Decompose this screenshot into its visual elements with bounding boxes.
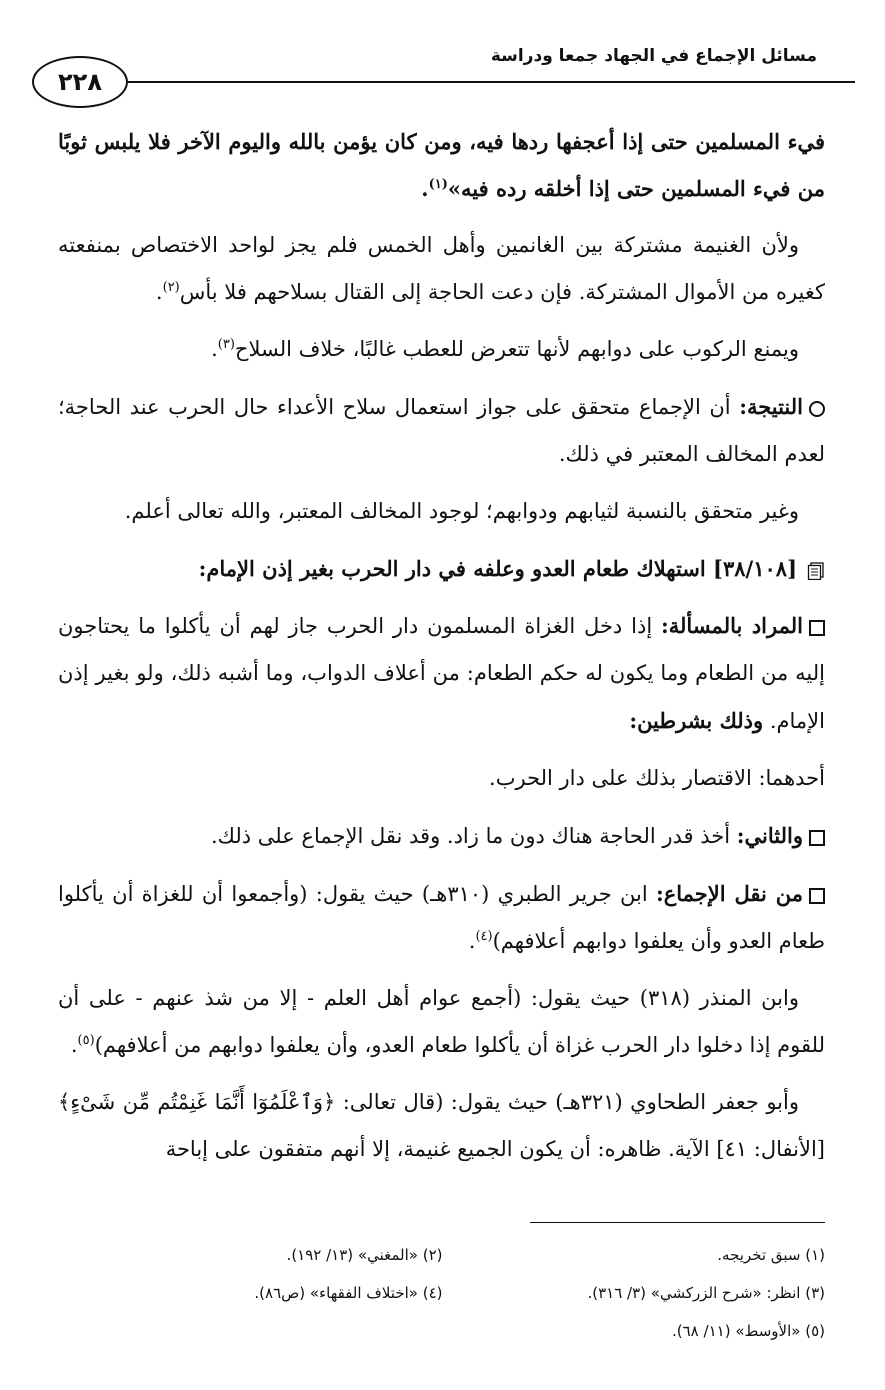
footnote: (٤) «اختلاف الفقهاء» (ص٨٦). bbox=[254, 1284, 443, 1302]
footnote: (٥) «الأوسط» (١١/ ٦٨). bbox=[672, 1322, 825, 1340]
square-bullet-icon bbox=[809, 830, 825, 846]
footnotes bbox=[60, 1236, 825, 1350]
header-rule bbox=[95, 81, 855, 83]
paragraph: وابن المنذر (٣١٨) حيث يقول: (أجمع عوام أهل العلم - إلا من شذ عنهم - على أن للقوم إذا دخلوا دار الحرب غزاة أن يأكلوا طعام العدو، وأن يعلفوا دوابهم من أعلافهم)$^{(٥)}$. bbox=[58, 986, 825, 1057]
square-bullet-icon bbox=[809, 620, 825, 636]
paragraph: ولأن الغنيمة مشتركة بين الغانمين وأهل الخمس فلم يجز لواحد الاختصاص بمنفعته كغيره من الأموال المشتركة. فإن دعت الحاجة إلى القتال بسلاحهم فلا بأس$^{(٢)}$. bbox=[58, 233, 825, 304]
paragraph: فيء المسلمين حتى إذا أعجفها ردها فيه، ومن كان يؤمن بالله واليوم الآخر فلا يلبس ثوبًا من فيء المسلمين حتى إذا أخلقه رده فيه»$^{(١)}$. bbox=[58, 129, 825, 201]
paragraph: وأبو جعفر الطحاوي (٣٢١هـ) حيث يقول: (قال تعالى: ﴿وَٱعْلَمُوٓا أَنَّمَا غَنِمْتُم مِّن شَىْءٍ﴾ [الأنفال: ٤١] الآية. ظاهره: أن يكون الجميع غنيمة، إلا أنهم متفقون على إباحة bbox=[58, 1090, 825, 1161]
footnote-row bbox=[60, 1312, 825, 1350]
footnote: (١) سبق تخريجه. bbox=[717, 1246, 825, 1264]
paragraph: النتيجة: أن الإجماع متحقق على جواز استعمال سلاح الأعداء حال الحرب عند الحاجة؛ لعدم المخالف المعتبر في ذلك. bbox=[58, 394, 825, 466]
footnote-row bbox=[60, 1236, 825, 1274]
section-heading: [٣٨/١٠٨] استهلاك طعام العدو وعلفه في دار الحرب بغير إذن الإمام: bbox=[58, 545, 825, 592]
paragraph: وغير متحقق بالنسبة لثيابهم ودوابهم؛ لوجود المخالف المعتبر، والله تعالى أعلم. bbox=[124, 499, 799, 523]
footnote bbox=[60, 1312, 443, 1350]
circle-bullet-icon bbox=[809, 401, 825, 417]
paragraph: أحدهما: الاقتصار بذلك على دار الحرب. bbox=[489, 766, 825, 790]
square-bullet-icon bbox=[809, 888, 825, 904]
footnote-rule bbox=[530, 1222, 825, 1223]
footnote: (٢) «المغني» (١٣/ ١٩٢). bbox=[286, 1246, 443, 1264]
paragraph: من نقل الإجماع: ابن جرير الطبري (٣١٠هـ) حيث يقول: (وأجمعوا أن للغزاة أن يأكلوا طعام العدو وأن يعلفوا دوابهم أعلافهم)$^{(٤)}$. bbox=[58, 881, 825, 953]
paragraph: والثاني: أخذ قدر الحاجة هناك دون ما زاد. وقد نقل الإجماع على ذلك. bbox=[58, 812, 825, 860]
footnote: (٣) انظر: «شرح الزركشي» (٣/ ٣١٦). bbox=[587, 1284, 825, 1302]
paragraph: المراد بالمسألة: إذا دخل الغزاة المسلمون دار الحرب جاز لهم أن يأكلوا ما يحتاجون إليه من الطعام وما يكون له حكم الطعام: من أعلاف الدواب، وما أشبه ذلك، ولو بغير إذن الإمام. وذلك بشرطين: bbox=[58, 613, 825, 733]
documents-icon bbox=[807, 562, 825, 580]
paragraph: ويمنع الركوب على دوابهم لأنها تتعرض للعطب غالبًا، خلاف السلاح$^{(٣)}$. bbox=[211, 337, 799, 361]
running-title: مسائل الإجماع في الجهاد جمعا ودراسة bbox=[490, 46, 817, 66]
page-number: ٢٢٨ bbox=[32, 56, 128, 108]
footnote-row bbox=[60, 1274, 825, 1312]
main-text bbox=[58, 118, 825, 1183]
